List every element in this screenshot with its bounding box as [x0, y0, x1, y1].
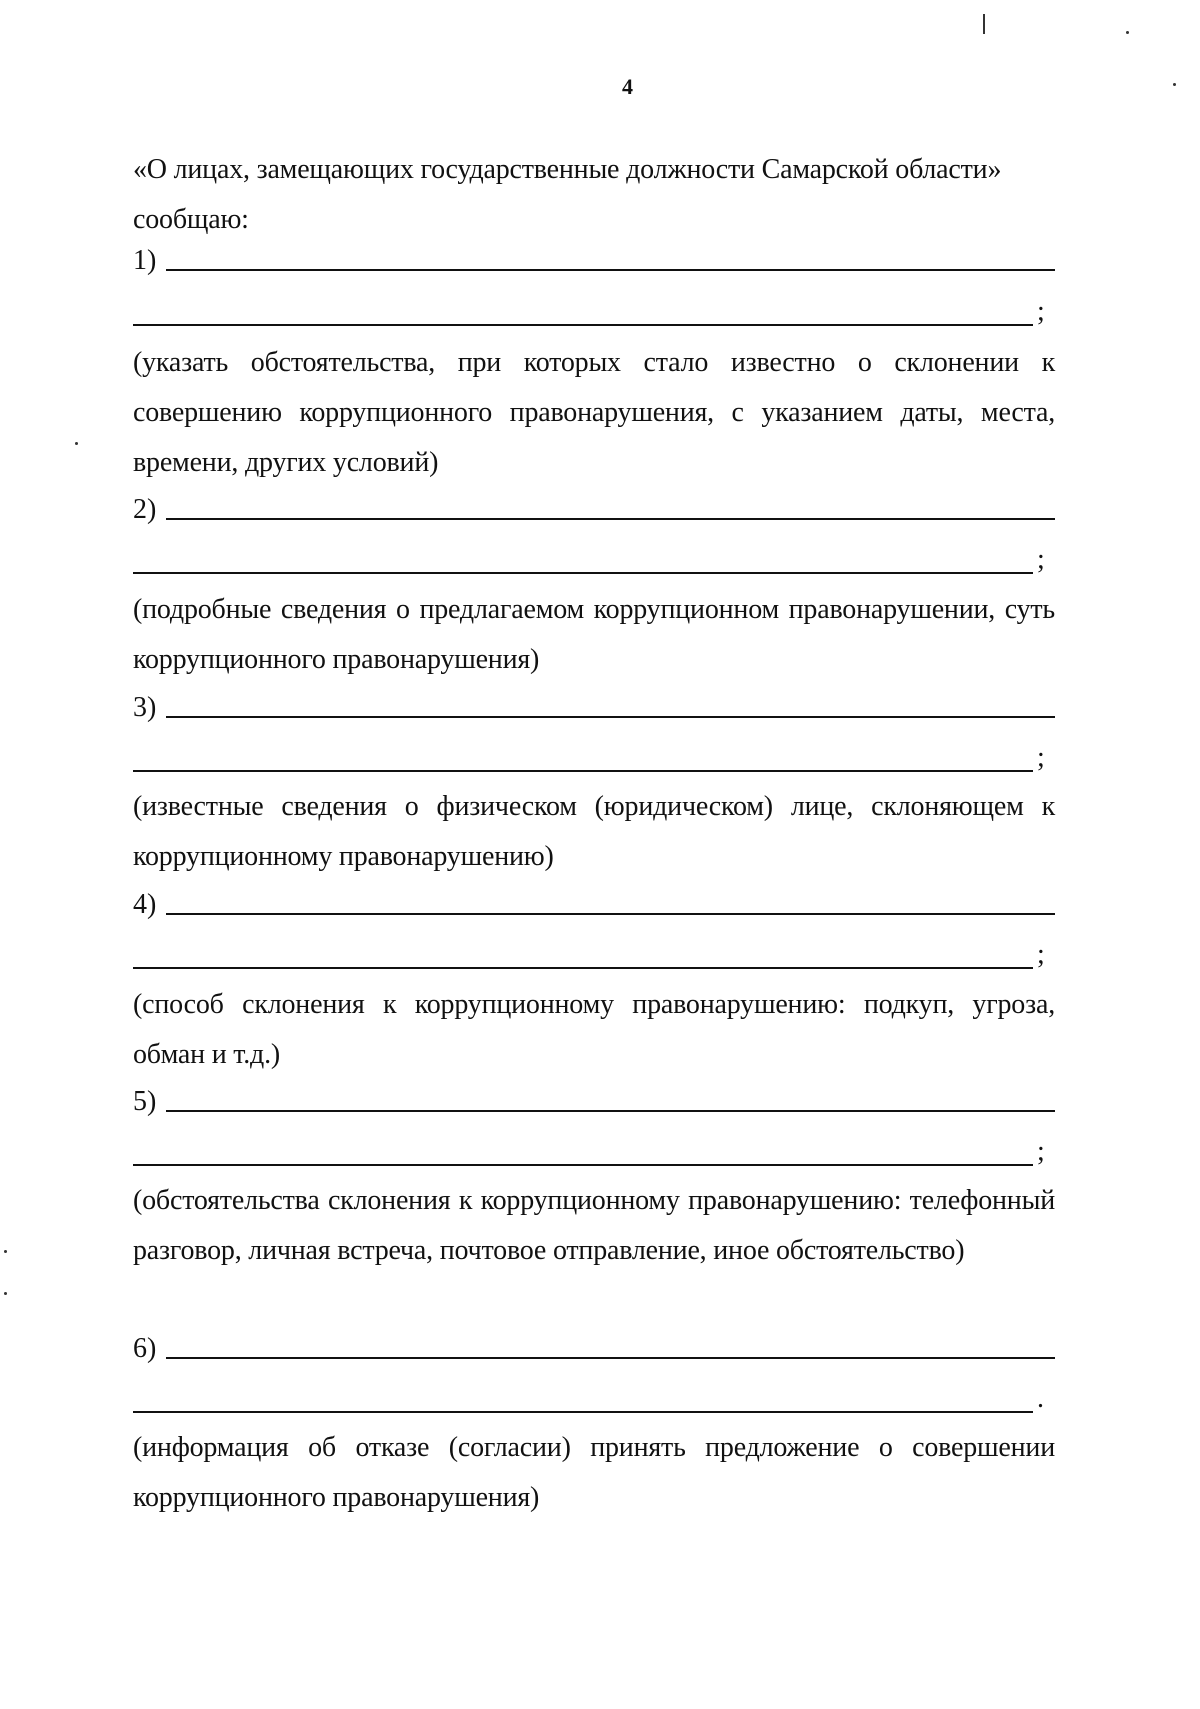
item-1-end-punct: ; [1037, 296, 1045, 327]
item-4-first-line[interactable] [133, 881, 1055, 921]
item-6-end-punct: . [1037, 1383, 1044, 1414]
scan-speck [1173, 83, 1176, 86]
item-3-blank-2[interactable] [133, 769, 1033, 772]
item-4-blank-2[interactable] [133, 966, 1033, 969]
item-2-first-line[interactable] [133, 486, 1055, 526]
item-4-second-line[interactable] [133, 931, 1055, 971]
item-2-blank-2[interactable] [133, 571, 1033, 574]
item-5-end-punct: ; [1037, 1136, 1045, 1167]
item-2-second-line[interactable] [133, 536, 1055, 576]
item-2-end-punct: ; [1037, 544, 1045, 575]
scan-mark [983, 14, 985, 34]
item-1-first-line[interactable] [133, 237, 1055, 277]
item-4-end-punct: ; [1037, 939, 1045, 970]
item-1-blank-1[interactable] [166, 268, 1055, 271]
item-5-hint: (обстоятельства склонения к коррупционному правонарушению: телефонный разговор, личная встреча, почтовое отправление, иное обстоятельство) [133, 1185, 1055, 1266]
item-4-blank-1[interactable] [166, 912, 1055, 915]
item-6-blank-2[interactable] [133, 1410, 1033, 1413]
item-5-blank-2[interactable] [133, 1163, 1033, 1166]
item-6-first-line[interactable] [133, 1325, 1055, 1365]
item-2-blank-1[interactable] [166, 517, 1055, 520]
item-4-number: 4) [133, 889, 157, 920]
scan-speck [1126, 31, 1129, 34]
scan-speck [4, 1292, 7, 1295]
item-3-number: 3) [133, 692, 157, 723]
item-5-second-line[interactable] [133, 1128, 1055, 1168]
item-6-number: 6) [133, 1333, 157, 1364]
item-6-hint: (информация об отказе (согласии) принять предложение о совершении коррупционного правонарушения) [133, 1432, 1055, 1513]
item-5-first-line[interactable] [133, 1078, 1055, 1118]
item-1-blank-2[interactable] [133, 323, 1033, 326]
scan-speck [4, 1250, 7, 1253]
item-6-second-line[interactable] [133, 1375, 1055, 1415]
item-1-number: 1) [133, 245, 157, 276]
page-number: 4 [622, 74, 633, 99]
intro-line-2: сообщаю: [133, 204, 249, 235]
item-2-hint: (подробные сведения о предлагаемом коррупционном правонарушении, суть коррупционного правонарушения) [133, 594, 1055, 675]
item-4-hint: (способ склонения к коррупционному правонарушению: подкуп, угроза, обман и т.д.) [133, 989, 1055, 1070]
item-3-hint: (известные сведения о физическом (юридическом) лице, склоняющем к коррупционному правонарушению) [133, 791, 1055, 872]
item-3-second-line[interactable] [133, 734, 1055, 774]
intro-line-1: «О лицах, замещающих государственные должности Самарской области» [133, 154, 1002, 185]
item-1-second-line[interactable] [133, 288, 1055, 328]
item-2-number: 2) [133, 494, 157, 525]
scan-speck [75, 442, 78, 445]
item-3-end-punct: ; [1037, 742, 1045, 773]
item-3-first-line[interactable] [133, 684, 1055, 724]
item-3-blank-1[interactable] [166, 715, 1055, 718]
intro-text [133, 145, 1053, 245]
item-5-blank-1[interactable] [166, 1109, 1055, 1112]
item-1-hint: (указать обстоятельства, при которых стало известно о склонении к совершению коррупционного правонарушения, с указанием даты, места, времени, других условий) [133, 347, 1055, 478]
item-6-blank-1[interactable] [166, 1356, 1055, 1359]
item-5-number: 5) [133, 1086, 157, 1117]
